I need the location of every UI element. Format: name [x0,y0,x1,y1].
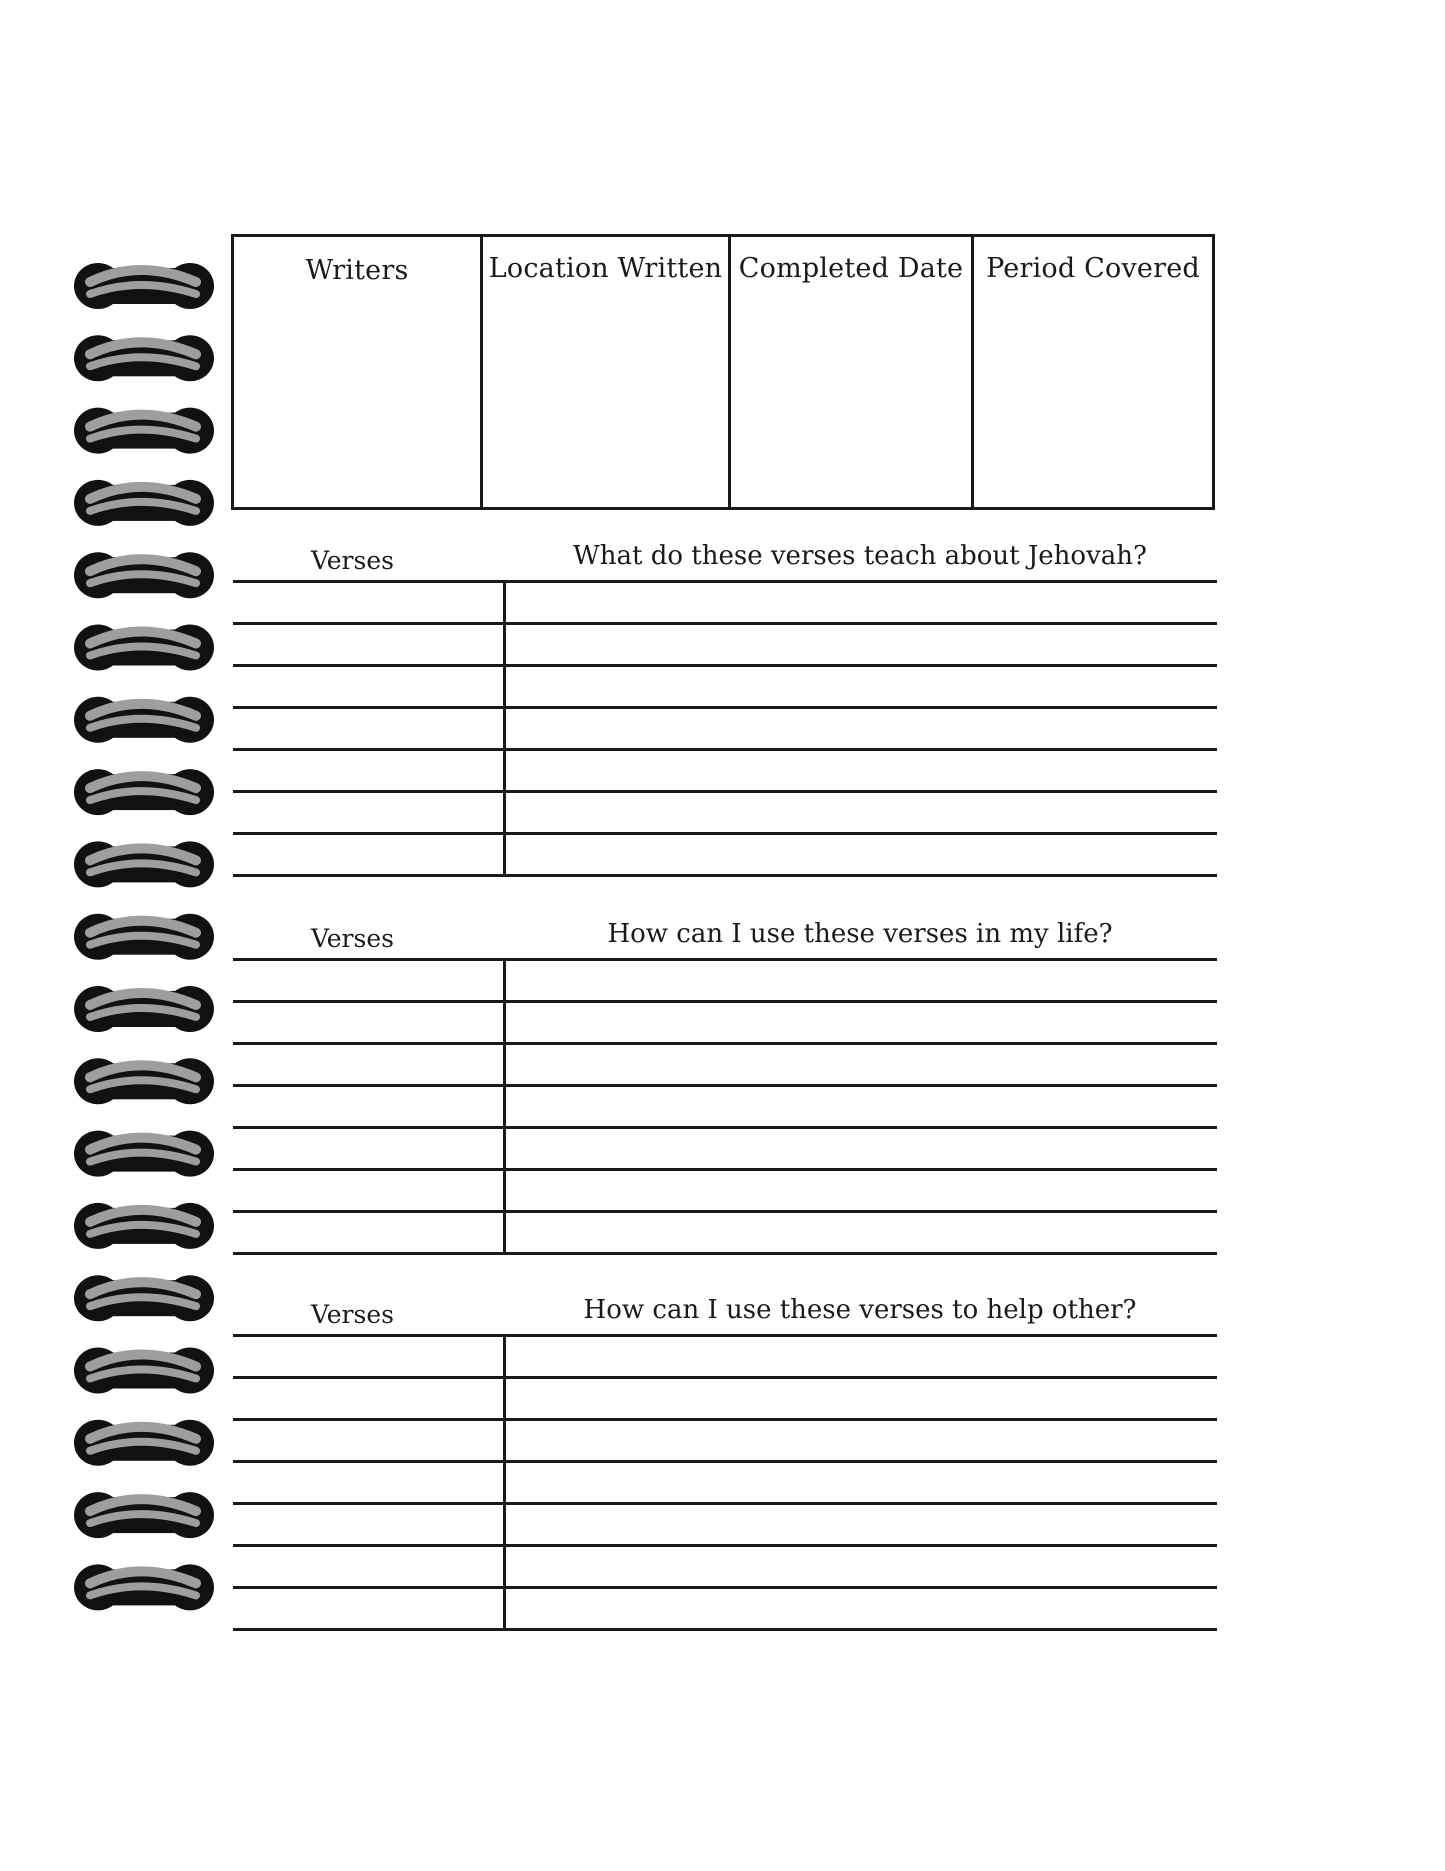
spiral-binding-ring-icon [74,1564,214,1610]
writing-line[interactable] [233,1586,1217,1589]
writing-line[interactable] [233,790,1217,793]
spiral-binding-ring-icon [74,697,214,743]
section-question: How can I use these verses in my life? [607,919,1113,949]
writing-line[interactable] [233,1252,1217,1255]
writing-line[interactable] [233,1376,1217,1379]
writing-line[interactable] [233,1502,1217,1505]
writing-line[interactable] [233,832,1217,835]
spiral-binding-ring-icon [74,625,214,671]
spiral-binding-ring-icon [74,986,214,1032]
verses-column-divider [503,958,506,1255]
spiral-binding-ring-icon [74,1131,214,1177]
writing-line[interactable] [233,1168,1217,1171]
writing-line[interactable] [233,580,1217,583]
writing-line[interactable] [233,1334,1217,1337]
spiral-binding-ring-icon [74,263,214,309]
writing-line[interactable] [233,1544,1217,1547]
writing-line[interactable] [233,622,1217,625]
writing-line[interactable] [233,748,1217,751]
spiral-binding-ring-icon [74,1203,214,1249]
writing-line[interactable] [233,874,1217,877]
book-info-table [231,234,1215,510]
writing-line[interactable] [233,958,1217,961]
writing-line[interactable] [233,1460,1217,1463]
spiral-binding-ring-icon [74,408,214,454]
location-written-column[interactable] [483,237,731,507]
spiral-binding-ring-icon [74,914,214,960]
writing-line[interactable] [233,706,1217,709]
writing-line[interactable] [233,664,1217,667]
writers-header: Writers [305,255,409,286]
spiral-binding-ring-icon [74,1492,214,1538]
spiral-binding-ring-icon [74,1420,214,1466]
period-covered-column[interactable] [974,237,1212,507]
section-question: What do these verses teach about Jehovah? [573,541,1147,571]
writing-line[interactable] [233,1210,1217,1213]
location-written-header: Location Written [488,253,723,284]
writers-column[interactable] [234,237,483,507]
section-question: How can I use these verses to help other? [583,1295,1137,1325]
period-covered-header: Period Covered [986,253,1200,284]
spiral-binding-ring-icon [74,552,214,598]
verses-label: Verses [311,1300,394,1329]
writing-line[interactable] [233,1628,1217,1631]
verses-column-divider [503,580,506,877]
completed-date-column[interactable] [731,237,974,507]
spiral-binding-ring-icon [74,1058,214,1104]
spiral-binding-ring-icon [74,335,214,381]
spiral-binding-ring-icon [74,841,214,887]
writing-line[interactable] [233,1126,1217,1129]
verses-column-divider [503,1334,506,1631]
spiral-binding-ring-icon [74,1348,214,1394]
writing-line[interactable] [233,1042,1217,1045]
writing-line[interactable] [233,1418,1217,1421]
spiral-binding [0,0,230,1871]
writing-line[interactable] [233,1084,1217,1087]
verses-label: Verses [311,924,394,953]
spiral-binding-ring-icon [74,1275,214,1321]
spiral-binding-ring-icon [74,480,214,526]
verses-label: Verses [311,546,394,575]
spiral-binding-ring-icon [74,769,214,815]
writing-line[interactable] [233,1000,1217,1003]
completed-date-header: Completed Date [738,253,964,284]
